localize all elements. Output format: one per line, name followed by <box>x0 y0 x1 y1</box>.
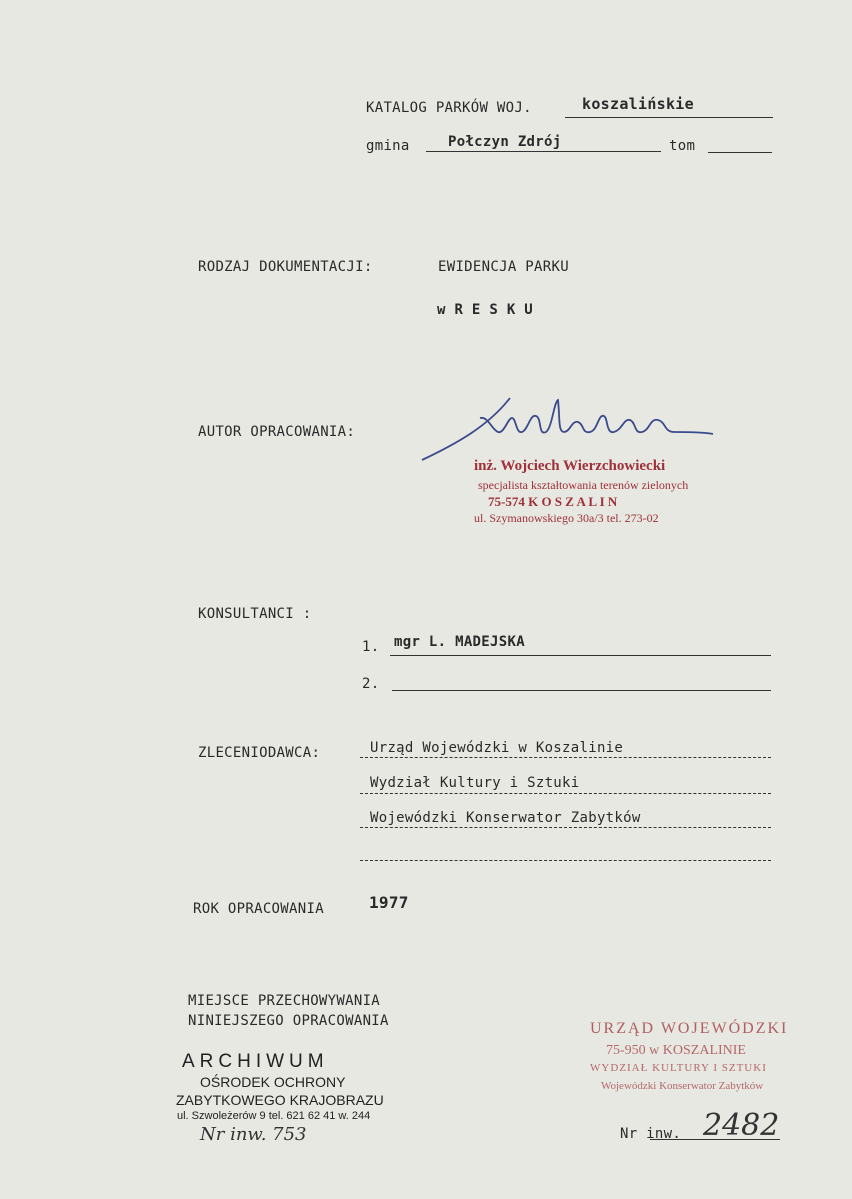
doc-type-value: EWIDENCJA PARKU <box>438 259 569 275</box>
office-stamp-line-1: URZĄD WOJEWÓDZKI <box>590 1020 789 1037</box>
archive-title: ARCHIWUM <box>182 1051 329 1072</box>
client-line-3-underline <box>360 827 771 828</box>
author-stamp-title: specjalista kształtowania terenów zielonych <box>478 478 689 492</box>
client-line-1-underline <box>360 757 771 758</box>
consultant-1-underline <box>390 655 771 656</box>
office-stamp-line-4: Wojewódzki Konserwator Zabytków <box>601 1080 764 1092</box>
office-stamp-line-3: WYDZIAŁ KULTURY I SZTUKI <box>590 1062 767 1074</box>
doc-type-label: RODZAJ DOKUMENTACJI: <box>198 259 373 275</box>
archive-inventory-handwritten: Nr inw. 753 <box>200 1124 307 1145</box>
author-stamp-address: ul. Szymanowskiego 30a/3 tel. 273-02 <box>474 511 659 525</box>
client-line-4-underline <box>360 860 771 861</box>
inventory-underline <box>650 1139 780 1140</box>
storage-line-1: MIEJSCE PRZECHOWYWANIA <box>188 993 381 1009</box>
gmina-underline <box>426 151 661 152</box>
tom-underline <box>708 152 772 153</box>
gmina-label: gmina <box>366 138 410 154</box>
storage-line-2: NINIEJSZEGO OPRACOWANIA <box>188 1013 389 1029</box>
year-value: 1977 <box>369 893 409 912</box>
client-line-1: Urząd Wojewódzki w Koszalinie <box>370 740 624 756</box>
consultant-2-underline <box>392 690 771 691</box>
consultants-label: KONSULTANCI : <box>198 606 312 622</box>
catalog-label: KATALOG PARKÓW WOJ. <box>366 100 532 116</box>
archive-address: ul. Szwoleżerów 9 tel. 621 62 41 w. 244 <box>177 1110 371 1122</box>
author-label: AUTOR OPRACOWANIA: <box>198 424 356 440</box>
office-stamp-line-2: 75-950 w KOSZALINIE <box>606 1043 746 1058</box>
archive-line-2: ZABYTKOWEGO KRAJOBRAZU <box>176 1092 384 1108</box>
year-label: ROK OPRACOWANIA <box>193 901 324 917</box>
park-place: w R E S K U <box>437 302 534 318</box>
consultant-2-num: 2. <box>362 676 380 692</box>
gmina-value: Połczyn Zdrój <box>448 134 562 150</box>
archive-line-1: OŚRODEK OCHRONY <box>200 1074 346 1090</box>
inventory-number: 2482 <box>703 1108 780 1143</box>
inventory-label: Nr inw. <box>620 1126 682 1142</box>
consultant-1-name: mgr L. MADEJSKA <box>394 634 525 650</box>
client-line-3: Wojewódzki Konserwator Zabytków <box>370 810 641 826</box>
author-signature <box>418 388 718 468</box>
author-stamp-name: inż. Wojciech Wierzchowiecki <box>474 458 666 474</box>
catalog-underline <box>565 117 773 118</box>
client-label: ZLECENIODAWCA: <box>198 745 321 761</box>
client-line-2-underline <box>360 793 771 794</box>
author-stamp-city: 75-574 K O S Z A L I N <box>488 494 618 509</box>
client-line-2: Wydział Kultury i Sztuki <box>370 775 580 791</box>
tom-label: tom <box>669 138 696 154</box>
catalog-voivodeship: koszalińskie <box>582 95 694 113</box>
consultant-1-num: 1. <box>362 639 380 655</box>
